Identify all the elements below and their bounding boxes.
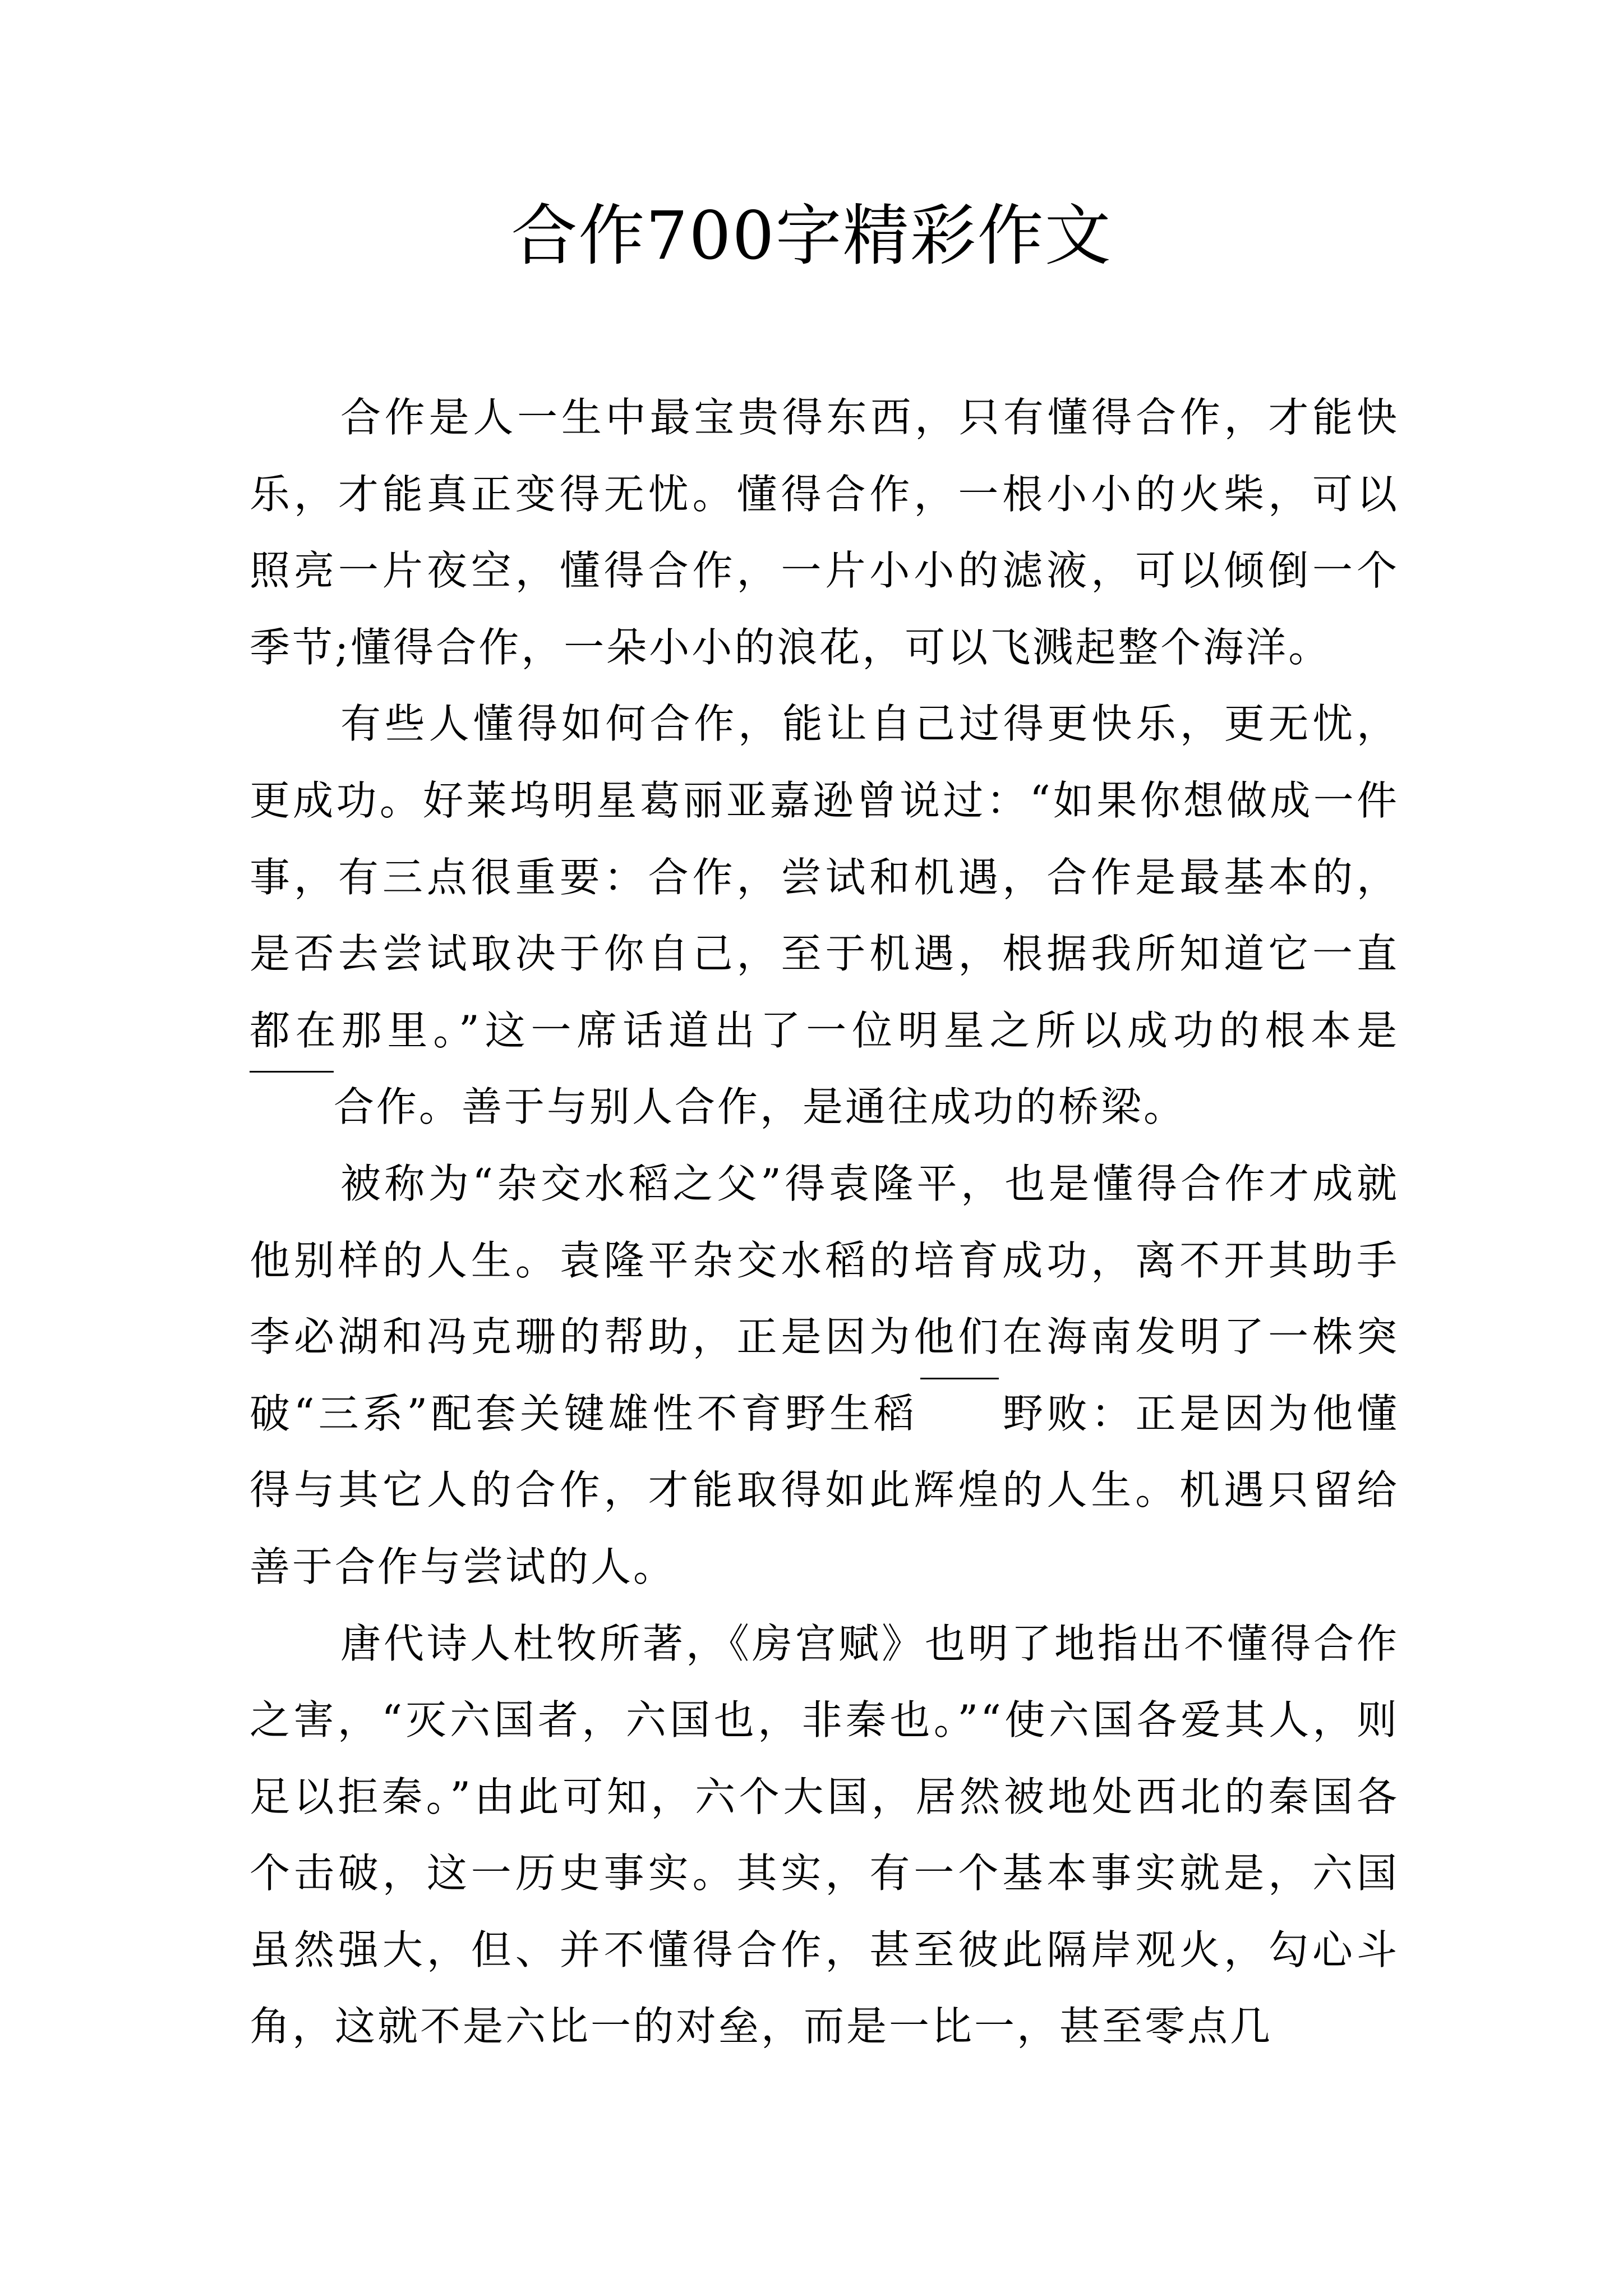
document-body	[250, 379, 1399, 2065]
paragraph-1: 合作是人一生中最宝贵得东西，只有懂得合作，才能快乐，才能真正变得无忧。懂得合作，一根小小的火柴，可以照亮一片夜空，懂得合作，一片小小的滤液，可以倾倒一个季节;懂得合作，一朵小小的浪花，可以飞溅起整个海洋。	[250, 394, 1399, 671]
paragraph-2-text-b: 合作。善于与别人合作，是通往成功的桥梁。	[334, 1083, 1187, 1131]
document-title: 合作700字精彩作文	[511, 197, 1112, 274]
em-dash-rule	[250, 1071, 334, 1073]
paragraph-4: 唐代诗人杜牧所著，《房宫赋》也明了地指出不懂得合作之害，“灭六国者，六国也，非秦也。”“使六国各爱其人，则足以拒秦。”由此可知，六个大国，居然被地处西北的秦国各个击破，这一历史事实。其实，有一个基本事实就是，六国虽然强大，但、并不懂得合作，甚至彼此隔岸观火，勾心斗角，这就不是六比一的对垒，而是一比一，甚至零点几	[250, 1619, 1399, 2050]
paragraph-3-text-a: 被称为“杂交水稻之父”得袁隆平，也是懂得合作才成就他别样的人生。袁隆平杂交水稻的培育成功，离不开其助手李必湖和冯克珊的帮助，正是因为他们在海南发明了一株突破“三系”配套关键雄性不育野生稻	[250, 1159, 1399, 1437]
paragraph-3-text-b: 野败：正是因为他懂得与其它人的合作，才能取得如此辉煌的人生。机遇只留给善于合作与尝试的人。	[250, 1389, 1399, 1590]
paragraph-2	[250, 685, 1399, 1145]
paragraph-2-text-a: 有些人懂得如何合作，能让自己过得更快乐，更无忧，更成功。好莱坞明星葛丽亚嘉逊曾说过：“如果你想做成一件事，有三点很重要：合作，尝试和机遇，合作是最基本的，是否去尝试取决于你自己，至于机遇，根据我所知道它一直都在那里。”这一席话道出了一位明星之所以成功的根本是	[250, 700, 1399, 1054]
paragraph-3	[250, 1145, 1399, 1605]
em-dash-rule-inline	[920, 1378, 999, 1379]
